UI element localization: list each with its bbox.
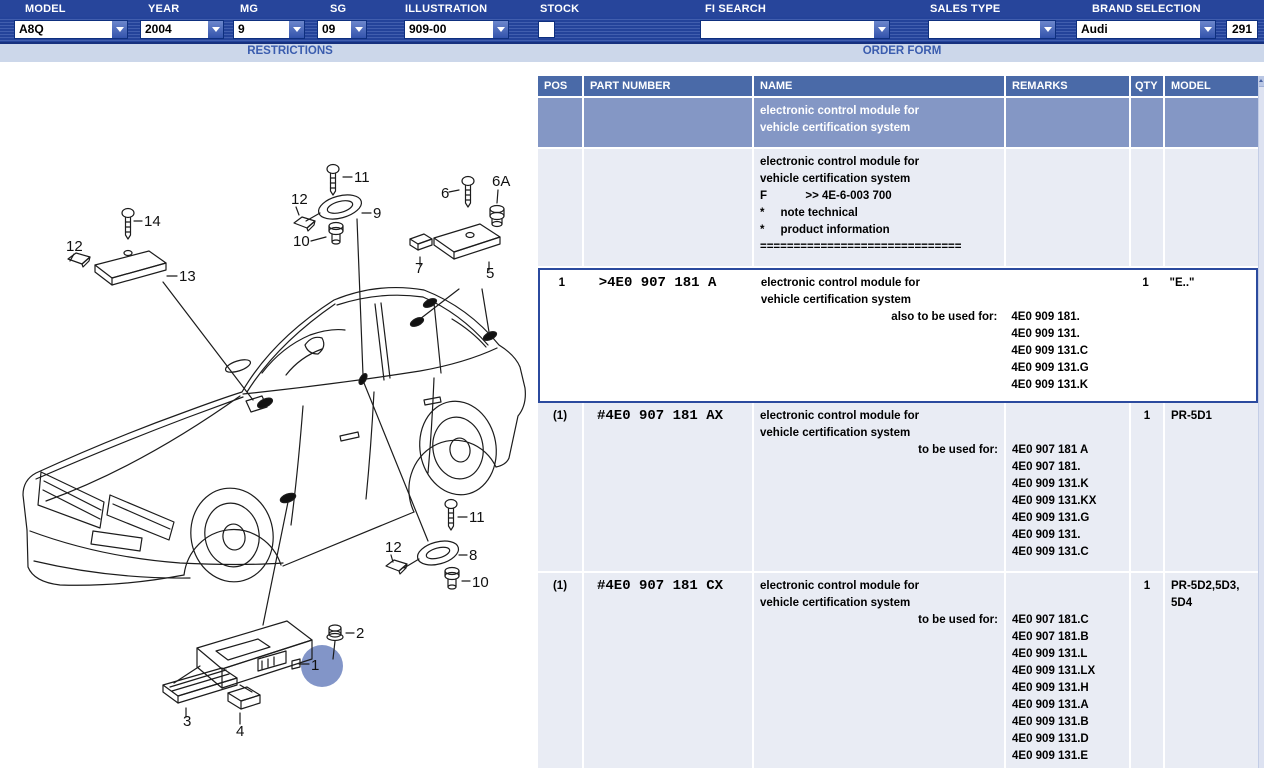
antenna-position-markers	[256, 297, 498, 505]
name-cell	[754, 573, 1006, 768]
name-line: F >> 4E-6-003 700	[760, 190, 892, 202]
name-line: vehicle certification system	[760, 122, 911, 134]
model-cell: PR-5D2,5D3, 5D4	[1171, 580, 1240, 609]
name-line: * product information	[760, 224, 890, 236]
qty-cell	[1131, 149, 1165, 266]
name-line: electronic control module for	[760, 105, 920, 117]
model-cell: PR-5D1	[1171, 410, 1212, 422]
pn-cell: >4E0 907 181 A	[598, 275, 717, 291]
callout-label-10[interactable]: 10	[293, 233, 310, 250]
used-for-label: to be used for:	[918, 614, 998, 626]
callout-label-13[interactable]: 13	[179, 268, 196, 285]
chevron-down-icon[interactable]	[492, 21, 508, 38]
chevron-down-icon[interactable]	[350, 21, 366, 38]
callout-label-5[interactable]: 5	[486, 265, 495, 282]
qty-cell: 1	[1142, 277, 1149, 289]
callout-label-6A[interactable]: 6A	[492, 173, 511, 190]
remarks-cell	[1006, 403, 1131, 571]
qty-cell: 1	[1131, 403, 1165, 571]
used-for-label: also to be used for:	[891, 311, 998, 323]
remark-line: 4E0 909 131.B	[1012, 716, 1089, 728]
col-header-qty: QTY	[1131, 76, 1165, 98]
qty-cell	[1131, 98, 1165, 147]
name-line: electronic control module for	[760, 156, 920, 168]
callout-label-3[interactable]: 3	[183, 713, 192, 730]
chevron-down-icon[interactable]	[1039, 21, 1055, 38]
callout-label-1[interactable]: 1	[311, 657, 320, 674]
year-label: YEAR	[148, 3, 180, 15]
remark-line: 4E0 909 131.E	[1012, 750, 1089, 762]
remark-line: 4E0 909 131.H	[1012, 682, 1089, 694]
remark-line: 4E0 907 181.C	[1012, 614, 1089, 626]
parts-table-body	[538, 98, 1258, 768]
name-line: electronic control module for	[760, 580, 920, 592]
model-select[interactable]	[14, 20, 128, 39]
pos-cell: (1)	[538, 403, 584, 571]
brand-selection-select[interactable]	[1076, 20, 1216, 39]
remark-line: 4E0 909 131.LX	[1012, 665, 1096, 677]
table-row-selected[interactable]	[538, 268, 1258, 403]
remark-line: 4E0 909 131.A	[1012, 699, 1089, 711]
callout-label-11[interactable]: 11	[469, 509, 485, 526]
callout-label-8[interactable]: 8	[469, 547, 478, 564]
remarks-cell	[1006, 149, 1131, 266]
remark-line: 4E0 909 131.L	[1012, 648, 1088, 660]
remark-line: 4E0 909 131.G	[1011, 362, 1089, 374]
name-cell	[754, 403, 1006, 571]
remark-line: 4E0 909 131.C	[1012, 546, 1089, 558]
name-cell	[754, 149, 1006, 266]
pn-cell: #4E0 907 181 AX	[584, 403, 754, 571]
remark-line: 4E0 909 131.C	[1011, 345, 1089, 357]
remarks-cell	[1005, 270, 1129, 401]
remark-line: 4E0 909 131.	[1012, 529, 1081, 541]
chevron-down-icon[interactable]	[873, 21, 889, 38]
pos-cell: 1	[558, 277, 566, 289]
restrictions-header: RESTRICTIONS	[247, 45, 333, 57]
col-header-part-number: PART NUMBER	[584, 76, 754, 98]
stock-label: STOCK	[540, 3, 580, 15]
remark-line: 4E0 909 131.	[1011, 328, 1080, 340]
name-line: vehicle certification system	[760, 294, 912, 306]
chevron-down-icon[interactable]	[111, 21, 127, 38]
mg-select[interactable]	[233, 20, 305, 39]
callout-label-7[interactable]: 7	[415, 260, 424, 277]
model-cell	[1165, 149, 1258, 266]
remark-line: 4E0 907 181.B	[1012, 631, 1089, 643]
chevron-down-icon[interactable]	[288, 21, 304, 38]
pos-cell	[538, 98, 584, 147]
callout-label-12[interactable]: 12	[385, 539, 402, 556]
page-number: 291	[1226, 20, 1258, 39]
fi-search-select[interactable]	[700, 20, 890, 39]
illustration-select[interactable]	[404, 20, 509, 39]
callout-label-10[interactable]: 10	[472, 574, 489, 591]
model-value: A8Q	[19, 22, 44, 36]
table-row[interactable]	[538, 98, 1258, 149]
illustration-label: ILLUSTRATION	[405, 3, 488, 15]
name-line: vehicle certification system	[760, 427, 911, 439]
order-form-header: ORDER FORM	[862, 45, 942, 57]
table-row[interactable]	[538, 403, 1258, 573]
sg-select[interactable]	[317, 20, 367, 39]
used-for-label: to be used for:	[918, 444, 998, 456]
callout-label-11[interactable]: 11	[354, 169, 370, 186]
sales-type-select[interactable]	[928, 20, 1056, 39]
remark-line: 4E0 909 131.G	[1012, 512, 1090, 524]
col-header-remarks: REMARKS	[1006, 76, 1131, 98]
year-select[interactable]	[140, 20, 224, 39]
callout-label-12[interactable]: 12	[66, 238, 83, 255]
col-header-name: NAME	[754, 76, 1006, 98]
callout-label-6[interactable]: 6	[441, 185, 450, 202]
callout-label-12[interactable]: 12	[291, 191, 308, 208]
pn-cell	[584, 98, 754, 147]
callout-label-9[interactable]: 9	[373, 205, 382, 222]
highlight-circle	[301, 645, 343, 687]
chevron-down-icon[interactable]	[1199, 21, 1215, 38]
remark-line: 4E0 909 131.KX	[1012, 495, 1097, 507]
name-line: vehicle certification system	[760, 597, 911, 609]
toolbar	[0, 0, 1264, 44]
pos-cell: (1)	[538, 573, 584, 768]
remark-line: 4E0 907 181 A	[1012, 444, 1089, 456]
callout-label-4[interactable]: 4	[236, 723, 245, 740]
name-line: ==============================	[760, 241, 962, 253]
car-line-art	[23, 165, 525, 725]
name-line: electronic control module for	[760, 410, 920, 422]
table-row[interactable]	[538, 573, 1258, 768]
year-value: 2004	[145, 22, 172, 36]
name-line: electronic control module for	[760, 277, 920, 289]
model-cell	[1165, 98, 1258, 147]
remarks-cell	[1006, 573, 1131, 768]
qty-cell: 1	[1131, 573, 1165, 768]
col-header-pos: POS	[538, 76, 584, 98]
illustration-value: 909-00	[409, 22, 447, 36]
remarks-cell	[1006, 98, 1131, 147]
callout-label-2[interactable]: 2	[356, 625, 365, 642]
name-cell	[755, 270, 1006, 401]
col-header-model: MODEL	[1165, 76, 1258, 98]
remark-line: 4E0 909 181.	[1011, 311, 1080, 323]
section-bar	[0, 44, 1264, 62]
mg-label: MG	[240, 3, 259, 15]
remark-line: 4E0 909 131.K	[1011, 379, 1089, 391]
sg-label: SG	[330, 3, 347, 15]
callout-label-14[interactable]: 14	[144, 213, 161, 230]
parts-table	[538, 76, 1258, 768]
fi-search-label: FI SEARCH	[705, 3, 767, 15]
sg-value: 09	[322, 22, 336, 36]
pos-cell	[538, 149, 584, 266]
name-line: * note technical	[760, 207, 858, 219]
model-label: MODEL	[25, 3, 66, 15]
chevron-down-icon[interactable]	[207, 21, 223, 38]
remark-line: 4E0 909 131.K	[1012, 478, 1089, 490]
model-cell: "E.."	[1169, 277, 1195, 289]
name-line: vehicle certification system	[760, 173, 911, 185]
brand-selection-label: BRAND SELECTION	[1092, 3, 1201, 15]
parts-diagram	[0, 63, 538, 768]
mg-value: 9	[238, 22, 245, 36]
table-header	[538, 76, 1258, 98]
vertical-scrollbar[interactable]	[1258, 76, 1264, 768]
pn-cell: #4E0 907 181 CX	[584, 573, 754, 768]
remark-line: 4E0 907 181.	[1012, 461, 1081, 473]
scroll-up-icon[interactable]	[1259, 76, 1264, 87]
sales-type-label: SALES TYPE	[930, 3, 1001, 15]
name-cell	[754, 98, 1006, 147]
brand-selection-value: Audi	[1081, 22, 1108, 36]
remark-line: 4E0 909 131.D	[1012, 733, 1089, 745]
table-row[interactable]	[538, 149, 1258, 268]
pn-cell	[584, 149, 754, 266]
stock-checkbox[interactable]	[538, 21, 555, 38]
